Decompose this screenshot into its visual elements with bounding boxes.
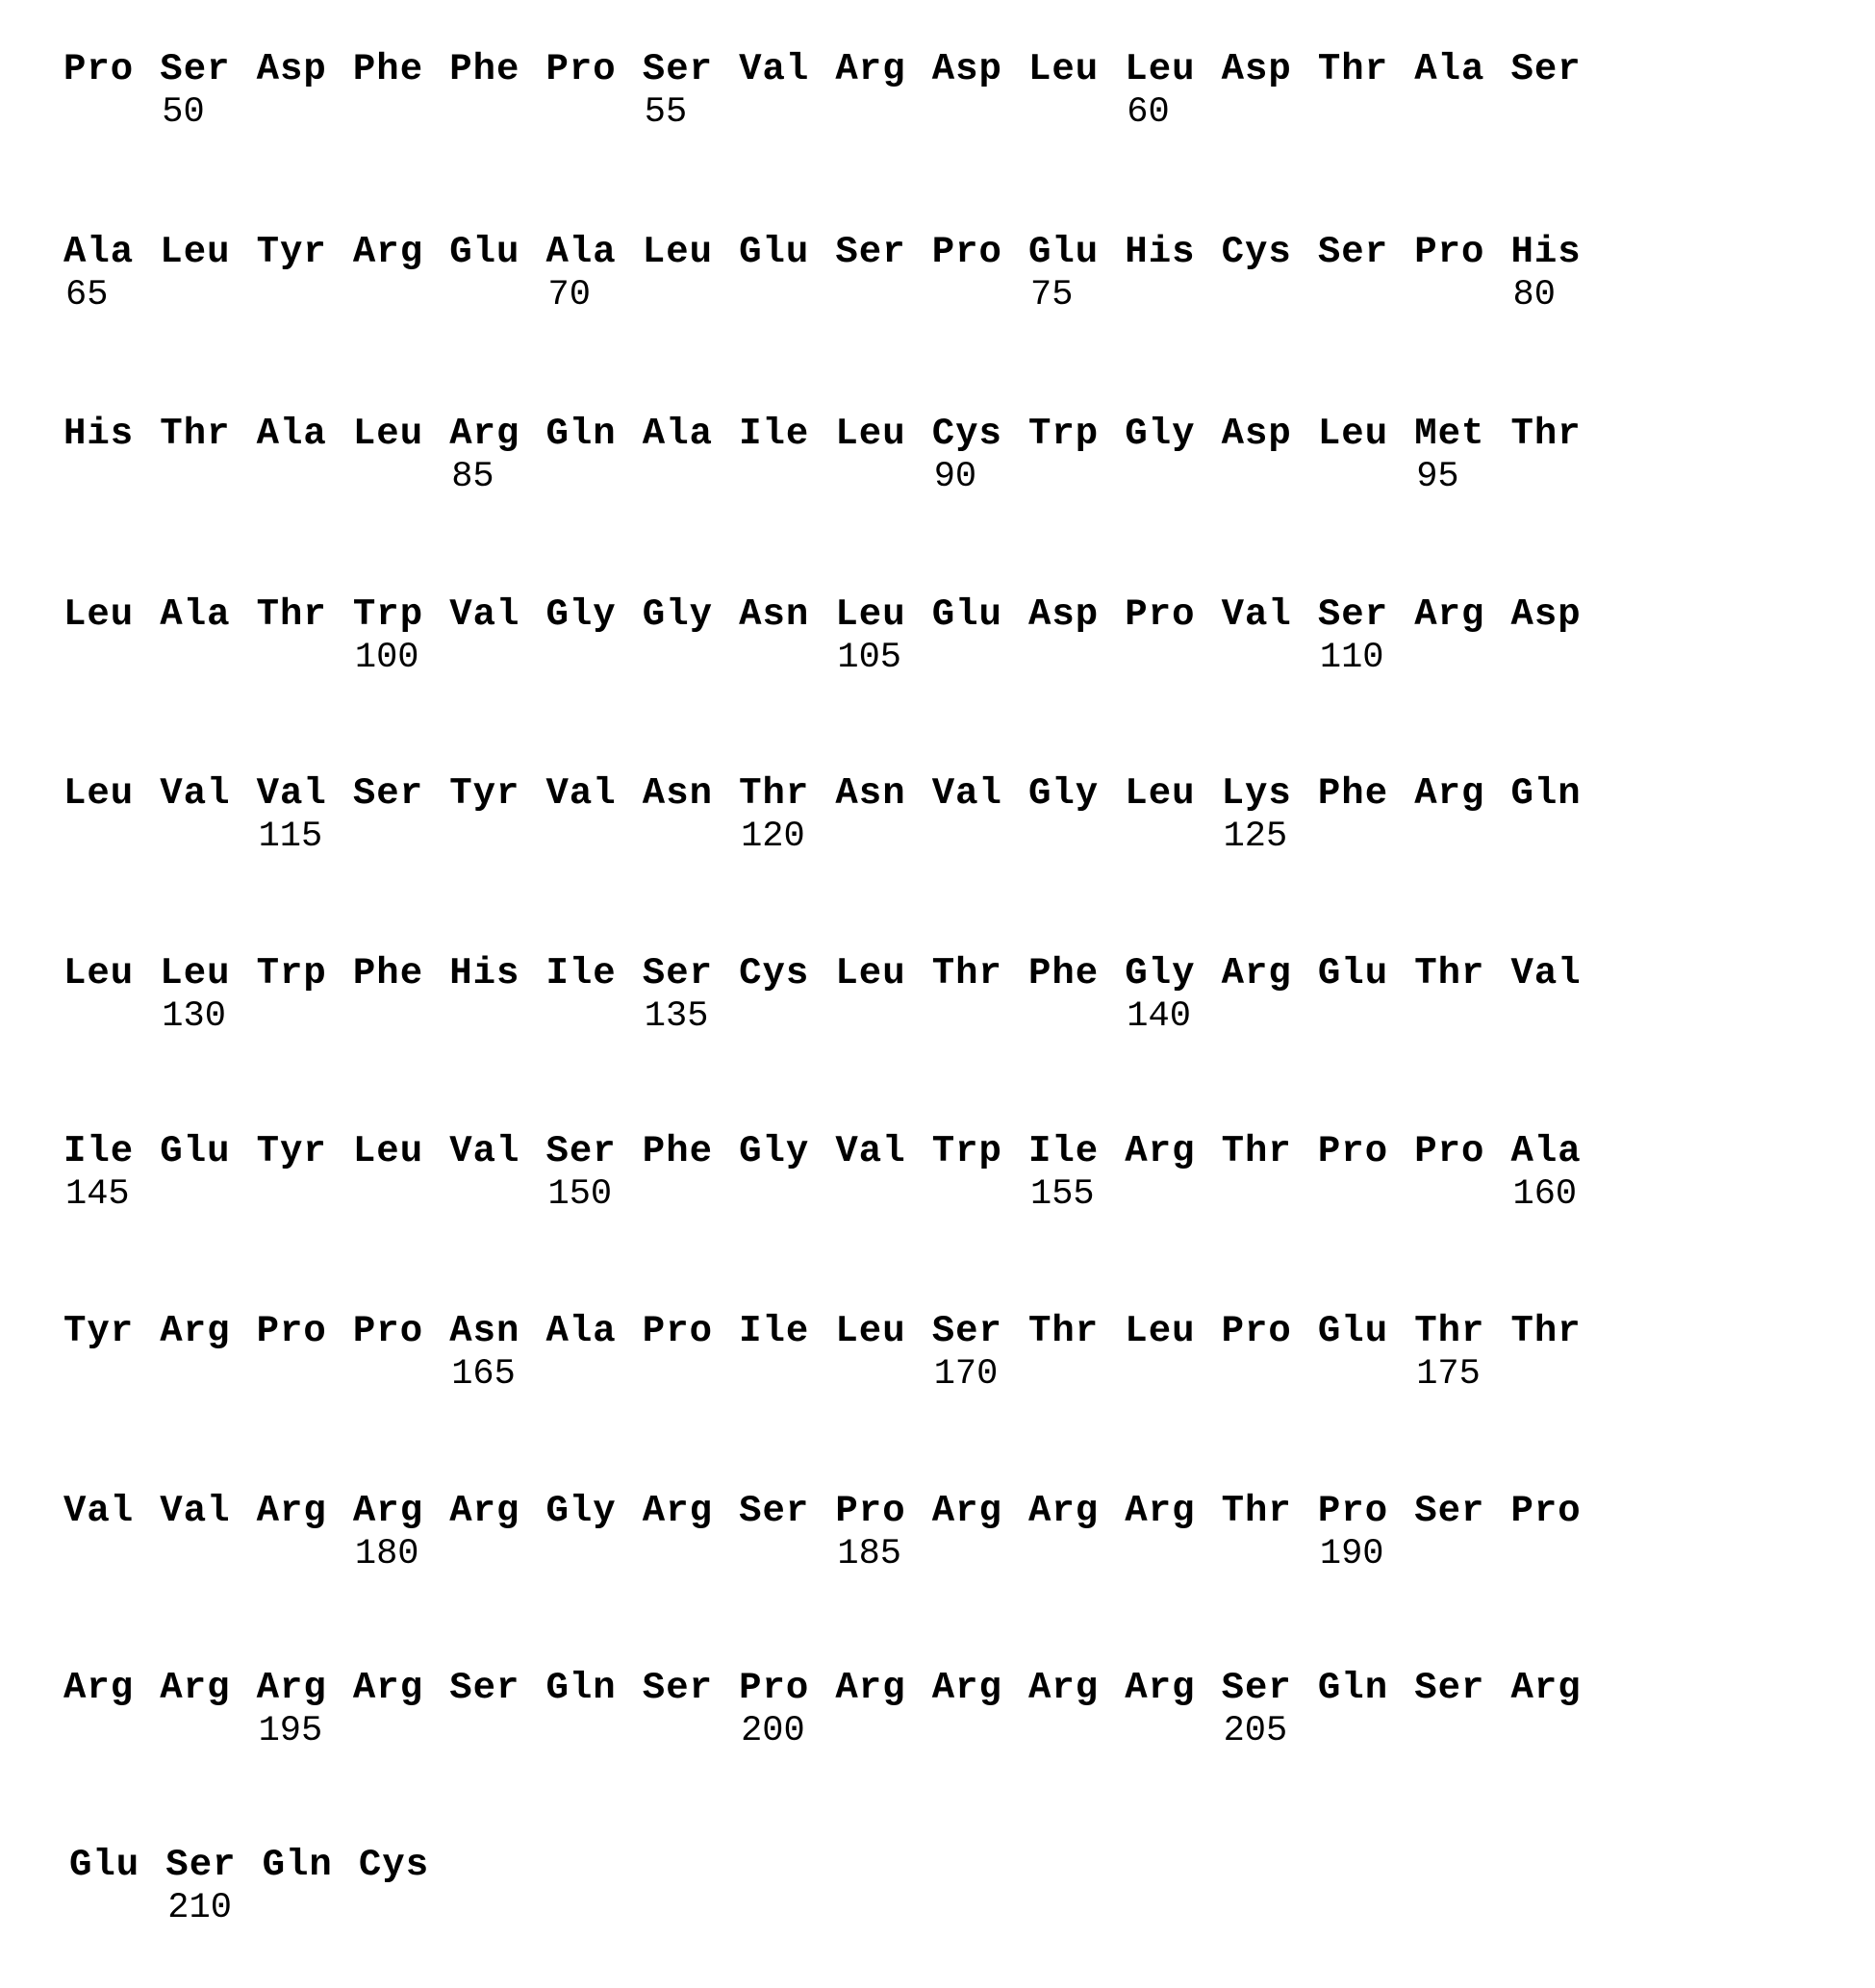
residue: Ala xyxy=(642,413,714,455)
residue: Leu xyxy=(835,1310,906,1352)
residue: Ser xyxy=(1221,1667,1292,1709)
position-number: 120 xyxy=(741,817,805,857)
residue: Asp xyxy=(1221,48,1292,90)
residue: Gly xyxy=(1125,413,1196,455)
residue: Val xyxy=(835,1130,906,1172)
residue: Arg xyxy=(63,1667,135,1709)
position-number: 205 xyxy=(1223,1711,1288,1751)
residue: Arg xyxy=(1125,1490,1196,1532)
residue: Gln xyxy=(262,1844,333,1886)
residue: Pro xyxy=(63,48,135,90)
position-number: 125 xyxy=(1223,817,1288,857)
residue: Ala xyxy=(160,593,231,636)
residue: Asn xyxy=(835,772,906,815)
residue: Thr xyxy=(931,952,1002,994)
residue: His xyxy=(449,952,520,994)
residue: Phe xyxy=(1028,952,1100,994)
residue: Trp xyxy=(256,952,327,994)
position-number: 200 xyxy=(741,1711,805,1751)
residue: Arg xyxy=(1221,952,1292,994)
residue: Glu xyxy=(1028,231,1100,273)
residue: Thr xyxy=(1317,48,1389,90)
residue: Glu xyxy=(739,231,810,273)
position-number: 70 xyxy=(547,275,591,315)
position-number: 140 xyxy=(1127,996,1191,1037)
residue: Thr xyxy=(256,593,327,636)
residue: Arg xyxy=(931,1490,1002,1532)
residue: Val xyxy=(449,1130,520,1172)
residue: Phe xyxy=(352,952,424,994)
residue: Leu xyxy=(63,952,135,994)
residue: Leu xyxy=(160,231,231,273)
residue: Ser xyxy=(352,772,424,815)
residue: Leu xyxy=(1125,772,1196,815)
position-number: 150 xyxy=(547,1174,613,1215)
residue: Phe xyxy=(642,1130,714,1172)
residue: Leu xyxy=(835,952,906,994)
residue: Arg xyxy=(1028,1490,1100,1532)
position-number: 135 xyxy=(644,996,709,1037)
residue: His xyxy=(1510,231,1582,273)
residue: Thr xyxy=(160,413,231,455)
residue: Ile xyxy=(63,1130,135,1172)
position-number: 165 xyxy=(451,1354,516,1395)
position-number: 95 xyxy=(1416,457,1459,497)
residue: Val xyxy=(160,1490,231,1532)
residue: Leu xyxy=(1125,48,1196,90)
residue: Thr xyxy=(1510,413,1582,455)
residue: Asp xyxy=(931,48,1002,90)
residue: Ala xyxy=(1510,1130,1582,1172)
residue: Pro xyxy=(1125,593,1196,636)
residue: Pro xyxy=(835,1490,906,1532)
residue: Phe xyxy=(352,48,424,90)
residue: Arg xyxy=(1414,772,1485,815)
residue: Pro xyxy=(1510,1490,1582,1532)
residue: Leu xyxy=(835,593,906,636)
residue: Leu xyxy=(352,1130,424,1172)
residue: Glu xyxy=(1317,952,1389,994)
residue: Leu xyxy=(63,772,135,815)
residue: Asn xyxy=(449,1310,520,1352)
residue: Thr xyxy=(1221,1130,1292,1172)
residue: Glu xyxy=(69,1844,140,1886)
position-number: 75 xyxy=(1030,275,1074,315)
residue: Arg xyxy=(931,1667,1002,1709)
residue: Cys xyxy=(931,413,1002,455)
position-number: 210 xyxy=(167,1888,232,1928)
residue: Leu xyxy=(1317,413,1389,455)
residue: Val xyxy=(545,772,617,815)
residue: Arg xyxy=(835,1667,906,1709)
residue: Asn xyxy=(642,772,714,815)
residue: Leu xyxy=(352,413,424,455)
residue: Ser xyxy=(160,48,231,90)
residue: Val xyxy=(63,1490,135,1532)
residue: Asp xyxy=(1221,413,1292,455)
residue: Ser xyxy=(1510,48,1582,90)
residue: Arg xyxy=(449,1490,520,1532)
residue: Trp xyxy=(931,1130,1002,1172)
residue: Arg xyxy=(160,1310,231,1352)
residue: Pro xyxy=(545,48,617,90)
residue: Arg xyxy=(352,1490,424,1532)
position-number: 85 xyxy=(451,457,494,497)
residue: Arg xyxy=(352,231,424,273)
position-number: 155 xyxy=(1030,1174,1095,1215)
residue: Ile xyxy=(739,1310,810,1352)
residue: Leu xyxy=(160,952,231,994)
position-number: 190 xyxy=(1319,1534,1384,1574)
residue: Ser xyxy=(1317,593,1389,636)
residue: Val xyxy=(160,772,231,815)
position-number: 130 xyxy=(162,996,226,1037)
residue: Thr xyxy=(1414,1310,1485,1352)
residue: Thr xyxy=(1510,1310,1582,1352)
residue: Tyr xyxy=(63,1310,135,1352)
residue: Ala xyxy=(256,413,327,455)
position-number: 65 xyxy=(65,275,109,315)
residue: Arg xyxy=(1510,1667,1582,1709)
residue: Phe xyxy=(449,48,520,90)
position-number: 160 xyxy=(1512,1174,1578,1215)
residue: Thr xyxy=(1028,1310,1100,1352)
residue: Ala xyxy=(63,231,135,273)
position-number: 105 xyxy=(837,638,902,678)
position-number: 110 xyxy=(1319,638,1384,678)
residue: Asp xyxy=(1028,593,1100,636)
residue: Tyr xyxy=(449,772,520,815)
residue: Gly xyxy=(545,593,617,636)
residue: Ala xyxy=(1414,48,1485,90)
residue: Ser xyxy=(1414,1667,1485,1709)
residue: Ala xyxy=(545,231,617,273)
position-number: 50 xyxy=(162,92,205,133)
residue: Ser xyxy=(835,231,906,273)
residue: Leu xyxy=(835,413,906,455)
residue: Ile xyxy=(739,413,810,455)
residue: Gln xyxy=(1317,1667,1389,1709)
residue: Ile xyxy=(545,952,617,994)
residue: Thr xyxy=(1414,952,1485,994)
position-number: 195 xyxy=(258,1711,323,1751)
residue: Cys xyxy=(1221,231,1292,273)
residue: Gly xyxy=(739,1130,810,1172)
residue: His xyxy=(1125,231,1196,273)
residue: Ser xyxy=(1414,1490,1485,1532)
residue: Ser xyxy=(642,1667,714,1709)
residue: Ser xyxy=(642,952,714,994)
residue: Gln xyxy=(545,1667,617,1709)
residue: Glu xyxy=(931,593,1002,636)
residue: Pro xyxy=(1414,1130,1485,1172)
residue: Leu xyxy=(63,593,135,636)
residue: His xyxy=(63,413,135,455)
residue: Asn xyxy=(739,593,810,636)
residue: Ser xyxy=(931,1310,1002,1352)
residue: Arg xyxy=(642,1490,714,1532)
residue: Trp xyxy=(352,593,424,636)
residue: Val xyxy=(931,772,1002,815)
residue: Pro xyxy=(1221,1310,1292,1352)
residue: Val xyxy=(449,593,520,636)
residue: Leu xyxy=(1125,1310,1196,1352)
residue: Ser xyxy=(545,1130,617,1172)
residue: Gln xyxy=(1510,772,1582,815)
position-number: 185 xyxy=(837,1534,902,1574)
residue: Phe xyxy=(1317,772,1389,815)
residue: Arg xyxy=(835,48,906,90)
residue: Gln xyxy=(545,413,617,455)
residue: Cys xyxy=(358,1844,430,1886)
position-number: 175 xyxy=(1416,1354,1481,1395)
residue: Val xyxy=(1510,952,1582,994)
residue: Glu xyxy=(160,1130,231,1172)
residue: Ser xyxy=(165,1844,237,1886)
residue: Cys xyxy=(739,952,810,994)
position-number: 170 xyxy=(933,1354,999,1395)
residue: Thr xyxy=(1221,1490,1292,1532)
residue: Gly xyxy=(545,1490,617,1532)
residue: Gly xyxy=(1125,952,1196,994)
residue: Arg xyxy=(256,1667,327,1709)
residue: Arg xyxy=(449,413,520,455)
residue: Pro xyxy=(352,1310,424,1352)
position-number: 90 xyxy=(933,457,977,497)
residue: Ser xyxy=(642,48,714,90)
residue: Met xyxy=(1414,413,1485,455)
residue: Glu xyxy=(449,231,520,273)
residue: Pro xyxy=(256,1310,327,1352)
residue: Ser xyxy=(739,1490,810,1532)
residue: Arg xyxy=(352,1667,424,1709)
residue: Gly xyxy=(1028,772,1100,815)
residue: Pro xyxy=(642,1310,714,1352)
position-number: 60 xyxy=(1127,92,1170,133)
position-number: 145 xyxy=(65,1174,130,1215)
residue: Leu xyxy=(1028,48,1100,90)
position-number: 55 xyxy=(644,92,688,133)
residue: Arg xyxy=(160,1667,231,1709)
residue: Glu xyxy=(1317,1310,1389,1352)
residue: Ser xyxy=(1317,231,1389,273)
residue: Leu xyxy=(642,231,714,273)
residue: Val xyxy=(256,772,327,815)
residue: Trp xyxy=(1028,413,1100,455)
residue: Arg xyxy=(1125,1667,1196,1709)
residue: Pro xyxy=(931,231,1002,273)
residue: Val xyxy=(739,48,810,90)
residue: Arg xyxy=(1125,1130,1196,1172)
position-number: 180 xyxy=(354,1534,419,1574)
residue: Arg xyxy=(256,1490,327,1532)
position-number: 115 xyxy=(258,817,323,857)
position-number: 80 xyxy=(1512,275,1556,315)
position-number: 100 xyxy=(354,638,419,678)
residue: Asp xyxy=(256,48,327,90)
residue: Pro xyxy=(1317,1490,1389,1532)
residue: Pro xyxy=(739,1667,810,1709)
residue: Pro xyxy=(1317,1130,1389,1172)
residue: Val xyxy=(1221,593,1292,636)
residue: Asp xyxy=(1510,593,1582,636)
residue: Ser xyxy=(449,1667,520,1709)
residue: Thr xyxy=(739,772,810,815)
residue: Tyr xyxy=(256,231,327,273)
residue: Arg xyxy=(1414,593,1485,636)
residue: Pro xyxy=(1414,231,1485,273)
residue: Ile xyxy=(1028,1130,1100,1172)
residue: Gly xyxy=(642,593,714,636)
residue: Lys xyxy=(1221,772,1292,815)
residue: Tyr xyxy=(256,1130,327,1172)
residue: Ala xyxy=(545,1310,617,1352)
residue: Arg xyxy=(1028,1667,1100,1709)
